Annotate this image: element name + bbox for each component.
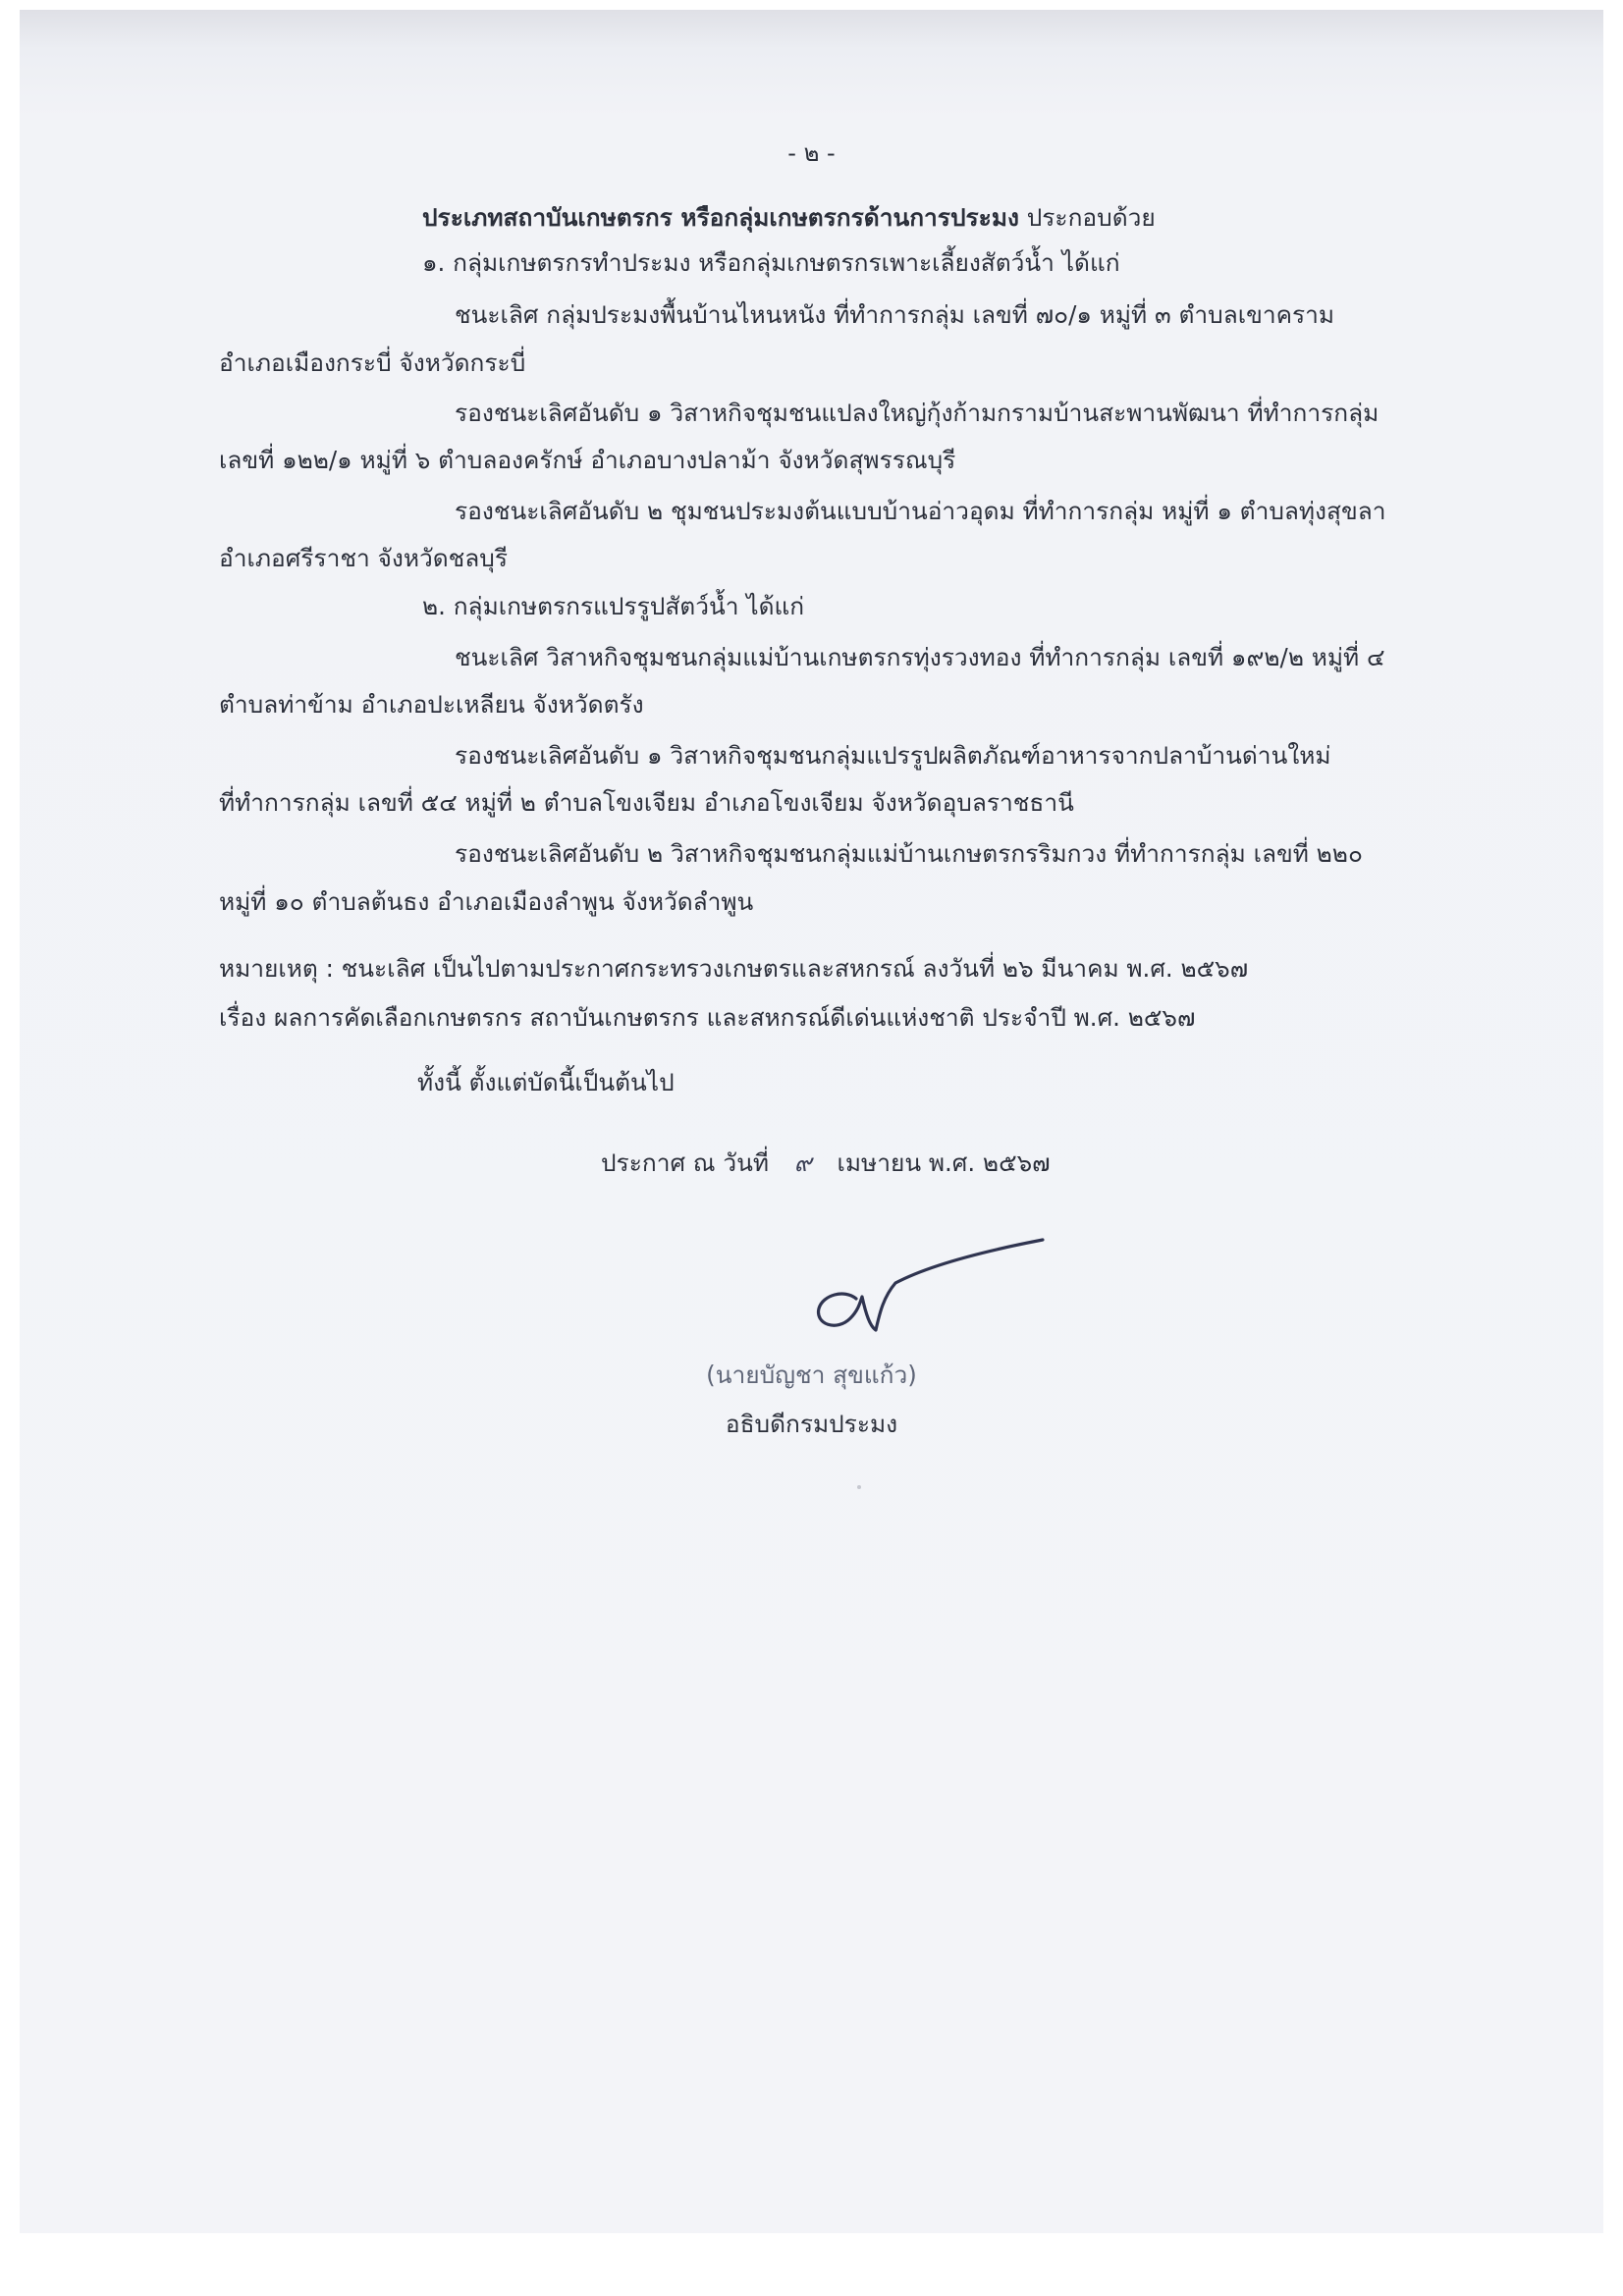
- announce-prefix: ประกาศ ณ วันที่: [601, 1148, 769, 1177]
- document-body: [20, 10, 1603, 2233]
- section1-runner2-line2: อำเภอศรีราชา จังหวัดชลบุรี: [219, 544, 508, 572]
- section1-winner-line2: อำเภอเมืองกระบี่ จังหวัดกระบี่: [219, 348, 526, 377]
- signer-name: (นายบัญชา สุขแก้ว): [706, 1361, 917, 1389]
- section1-runner2-line1: รองชนะเลิศอันดับ ๒ ชุมชนประมงต้นแบบบ้านอ่าวอุดม ที่ทำการกลุ่ม หมู่ที่ ๑ ตำบลทุ่งสุขลา: [455, 497, 1386, 525]
- section2-runner1-line1: รองชนะเลิศอันดับ ๑ วิสาหกิจชุมชนกลุ่มแปรรูปผลิตภัณฑ์อาหารจากปลาบ้านด่านใหม่: [455, 741, 1331, 770]
- announce-line: [601, 1148, 1051, 1177]
- section1-title: ๑. กลุ่มเกษตรกรทำประมง หรือกลุ่มเกษตรกรเพาะเลี้ยงสัตว์น้ำ ได้แก่: [422, 248, 1120, 277]
- handwritten-signature: [785, 1212, 1051, 1340]
- effective-statement: ทั้งนี้ ตั้งแต่บัดนี้เป็นต้นไป: [417, 1068, 675, 1096]
- heading: [422, 203, 1156, 232]
- scan-speck: [857, 1485, 861, 1489]
- section2-runner2-line2: หมู่ที่ ๑๐ ตำบลต้นธง อำเภอเมืองลำพูน จังหวัดลำพูน: [219, 887, 754, 916]
- section2-runner2-line1: รองชนะเลิศอันดับ ๒ วิสาหกิจชุมชนกลุ่มแม่บ้านเกษตรกรริมกวง ที่ทำการกลุ่ม เลขที่ ๒๒๐: [455, 839, 1363, 868]
- section2-runner1-line2: ที่ทำการกลุ่ม เลขที่ ๕๔ หมู่ที่ ๒ ตำบลโขงเจียม อำเภอโขงเจียม จังหวัดอุบลราชธานี: [219, 788, 1074, 817]
- page-number: - ๒ -: [787, 139, 836, 167]
- heading-bold: ประเภทสถาบันเกษตรกร หรือกลุ่มเกษตรกรด้านการประมง: [422, 203, 1019, 232]
- heading-rest: ประกอบด้วย: [1018, 203, 1156, 232]
- section2-title: ๒. กลุ่มเกษตรกรแปรรูปสัตว์น้ำ ได้แก่: [422, 592, 805, 620]
- note-line1: หมายเหตุ : ชนะเลิศ เป็นไปตามประกาศกระทรวงเกษตรและสหกรณ์ ลงวันที่ ๒๖ มีนาคม พ.ศ. ๒๕๖๗: [219, 954, 1249, 983]
- note-line2: เรื่อง ผลการคัดเลือกเกษตรกร สถาบันเกษตรกร และสหกรณ์ดีเด่นแห่งชาติ ประจำปี พ.ศ. ๒๕๖๗: [219, 1003, 1196, 1032]
- scanned-paper: [20, 10, 1603, 2233]
- section2-winner-line2: ตำบลท่าข้าม อำเภอปะเหลียน จังหวัดตรัง: [219, 690, 644, 719]
- signer-position: อธิบดีกรมประมง: [725, 1410, 898, 1438]
- section1-runner1-line2: เลขที่ ๑๒๒/๑ หมู่ที่ ๖ ตำบลองครักษ์ อำเภอบางปลาม้า จังหวัดสุพรรณบุรี: [219, 446, 956, 474]
- announce-day: ๙: [793, 1148, 812, 1177]
- section2-winner-line1: ชนะเลิศ วิสาหกิจชุมชนกลุ่มแม่บ้านเกษตรกรทุ่งรวงทอง ที่ทำการกลุ่ม เลขที่ ๑๙๒/๒ หมู่ที่ ๔: [455, 643, 1385, 671]
- section1-winner-line1: ชนะเลิศ กลุ่มประมงพื้นบ้านไหนหนัง ที่ทำการกลุ่ม เลขที่ ๗๐/๑ หมู่ที่ ๓ ตำบลเขาคราม: [455, 300, 1335, 329]
- announce-suffix: เมษายน พ.ศ. ๒๕๖๗: [837, 1148, 1051, 1177]
- section1-runner1-line1: รองชนะเลิศอันดับ ๑ วิสาหกิจชุมชนแปลงใหญ่กุ้งก้ามกรามบ้านสะพานพัฒนา ที่ทำการกลุ่ม: [455, 399, 1380, 427]
